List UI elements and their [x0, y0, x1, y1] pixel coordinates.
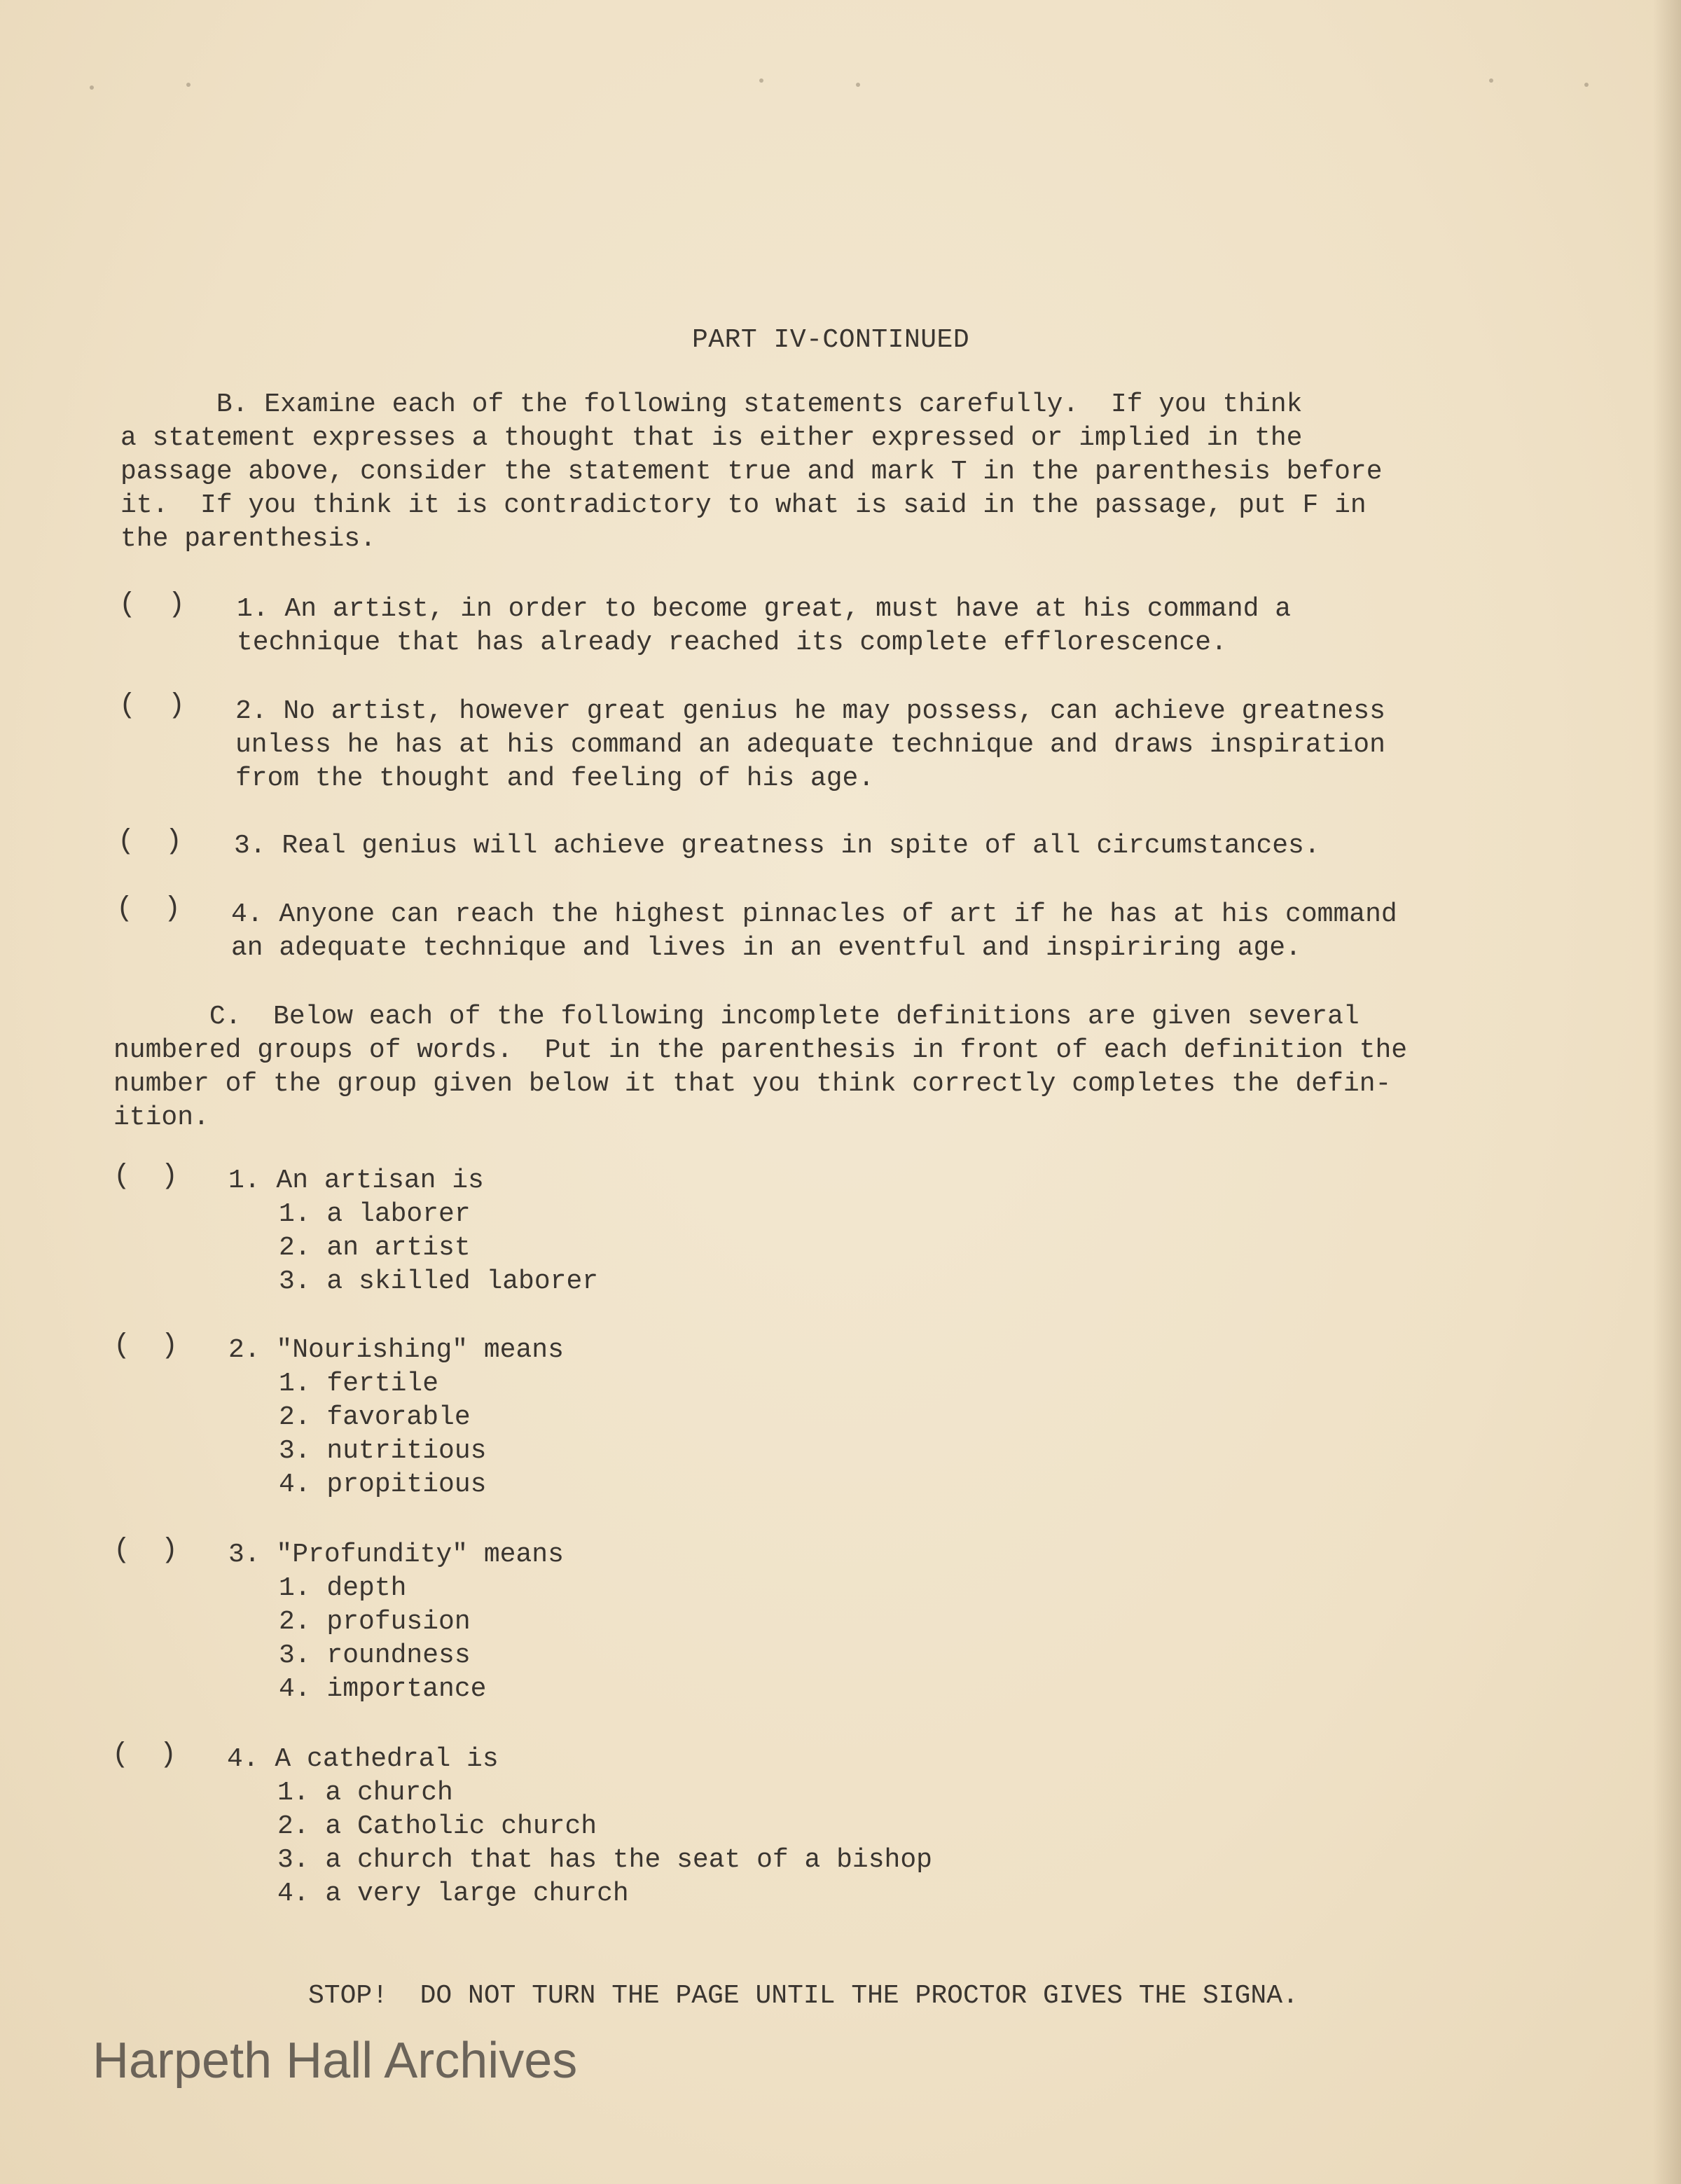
definition-option: 1. a laborer: [279, 1199, 471, 1229]
instruction-line: B. Examine each of the following statements carefully. If you think: [120, 389, 1303, 420]
instruction-line: the parenthesis.: [120, 524, 376, 554]
item-line: 3. Real genius will achieve greatness in spite of all circumstances.: [234, 831, 1320, 861]
definition-stem: 3. "Profundity" means: [228, 1540, 564, 1570]
answer-paren-close[interactable]: ): [161, 1330, 179, 1362]
paper-speck: [856, 83, 860, 87]
item-line: 2. No artist, however great genius he may possess, can achieve greatness: [235, 696, 1385, 726]
item-line: from the thought and feeling of his age.: [235, 763, 875, 794]
instruction-line: C. Below each of the following incomplete definitions are given several: [113, 1002, 1360, 1032]
answer-paren-close[interactable]: ): [168, 589, 186, 621]
answer-paren-open[interactable]: (: [113, 1161, 131, 1192]
definition-stem: 1. An artisan is: [228, 1166, 484, 1196]
instruction-line: it. If you think it is contradictory to what is said in the passage, put F in: [120, 490, 1367, 520]
answer-paren-close[interactable]: ): [168, 690, 186, 721]
answer-paren-close[interactable]: ): [165, 826, 183, 857]
answer-paren-open[interactable]: (: [113, 1535, 131, 1566]
item-line: 1. An artist, in order to become great, must have at his command a: [237, 594, 1292, 624]
definition-option: 1. depth: [279, 1573, 407, 1603]
definition-option: 1. a church: [277, 1778, 453, 1808]
definition-option: 3. a church that has the seat of a bishop: [277, 1845, 932, 1875]
instruction-line: ition.: [113, 1103, 209, 1133]
answer-paren-close[interactable]: ): [161, 1161, 179, 1192]
instruction-line: a statement expresses a thought that is either expressed or implied in the: [120, 423, 1303, 453]
definition-option: 2. profusion: [279, 1607, 471, 1637]
paper-speck: [1489, 78, 1493, 83]
instruction-line: number of the group given below it that you think correctly completes the defin-: [113, 1069, 1392, 1099]
definition-option: 2. an artist: [279, 1233, 471, 1263]
answer-paren-open[interactable]: (: [116, 893, 134, 925]
paper-speck: [759, 78, 763, 83]
instruction-line: numbered groups of words. Put in the parenthesis in front of each definition the: [113, 1035, 1408, 1065]
definition-option: 4. importance: [279, 1674, 487, 1704]
answer-paren-open[interactable]: (: [119, 589, 137, 621]
instruction-line: passage above, consider the statement true and mark T in the parenthesis before: [120, 457, 1383, 487]
paper-speck: [186, 83, 191, 87]
definition-stem: 2. "Nourishing" means: [228, 1335, 564, 1365]
definition-option: 1. fertile: [279, 1369, 439, 1399]
answer-paren-open[interactable]: (: [112, 1739, 130, 1771]
definition-option: 3. roundness: [279, 1640, 471, 1671]
definition-option: 3. nutritious: [279, 1436, 487, 1466]
definition-option: 2. a Catholic church: [277, 1811, 597, 1841]
answer-paren-open[interactable]: (: [119, 690, 137, 721]
answer-paren-close[interactable]: ): [164, 893, 181, 925]
stop-notice: STOP! DO NOT TURN THE PAGE UNTIL THE PROCTOR GIVES THE SIGNA.: [308, 1981, 1299, 2011]
page-title: PART IV-CONTINUED: [692, 325, 970, 355]
definition-option: 4. propitious: [279, 1470, 487, 1500]
item-line: an adequate technique and lives in an eventful and inspiriring age.: [231, 933, 1301, 963]
answer-paren-open[interactable]: (: [118, 826, 135, 857]
item-line: 4. Anyone can reach the highest pinnacles of art if he has at his command: [231, 899, 1397, 929]
paper-speck: [90, 85, 94, 90]
answer-paren-close[interactable]: ): [160, 1739, 177, 1771]
definition-option: 4. a very large church: [277, 1879, 629, 1909]
item-line: technique that has already reached its complete efflorescence.: [237, 628, 1227, 658]
definition-option: 2. favorable: [279, 1402, 471, 1432]
item-line: unless he has at his command an adequate technique and draws inspiration: [235, 730, 1385, 760]
definition-stem: 4. A cathedral is: [227, 1744, 499, 1774]
page-edge-shadow: [1653, 0, 1681, 2184]
answer-paren-open[interactable]: (: [113, 1330, 131, 1362]
answer-paren-close[interactable]: ): [161, 1535, 179, 1566]
definition-option: 3. a skilled laborer: [279, 1266, 599, 1297]
archive-watermark: Harpeth Hall Archives: [92, 2033, 578, 2089]
paper-speck: [1584, 83, 1589, 87]
